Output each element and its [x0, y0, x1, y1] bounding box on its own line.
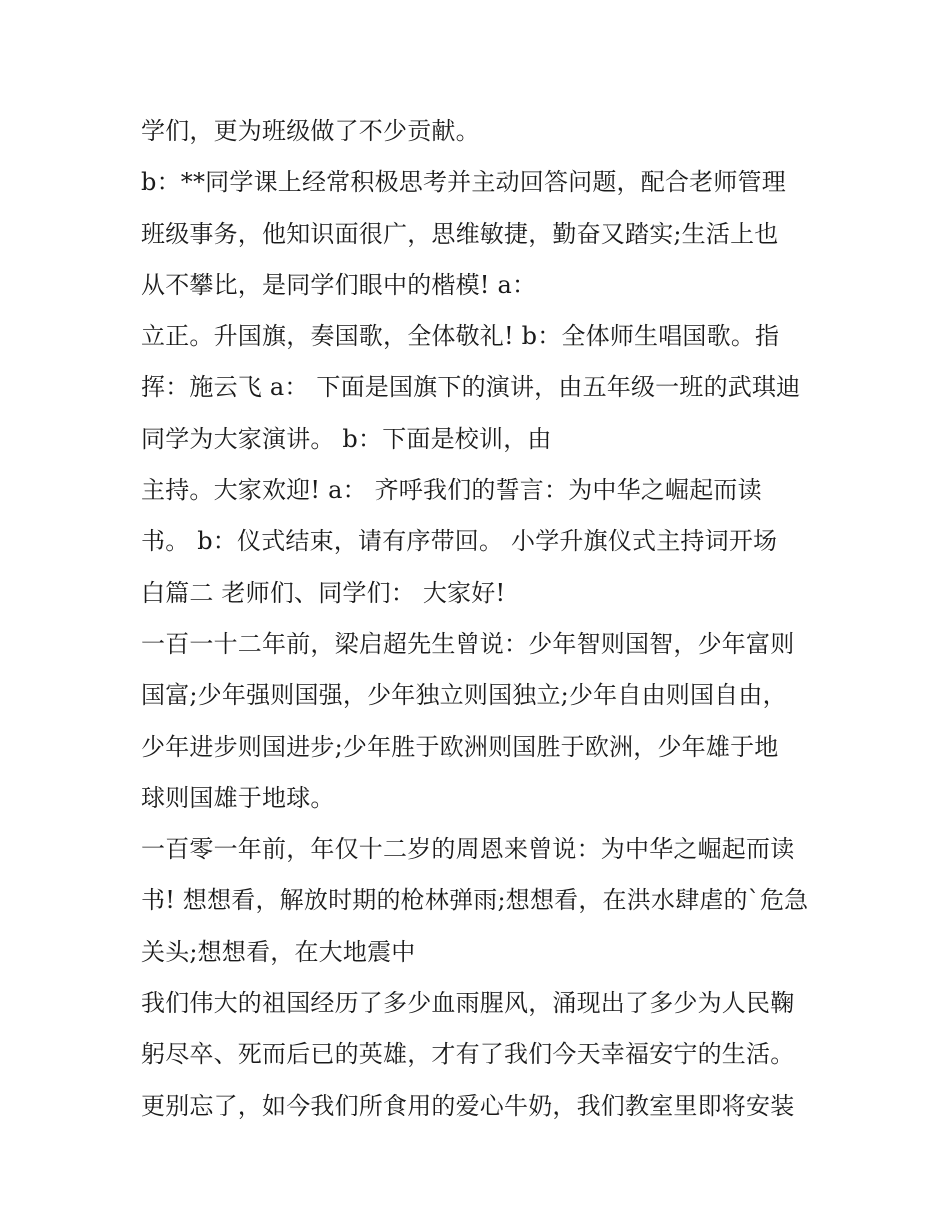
text-line: 我们伟大的祖国经历了多少血雨腥风，涌现出了多少为人民鞠 [141, 989, 795, 1018]
text-line: 一百一十二年前，梁启超先生曾说：少年智则国智，少年富则 [141, 629, 795, 658]
text-line: 挥：施云飞 a： 下面是国旗下的演讲，由五年级一班的武琪迪 [141, 373, 801, 402]
text-line: 白篇二 老师们、同学们： 大家好! [141, 578, 506, 607]
text-line: 国富;少年强则国强，少年独立则国独立;少年自由则国自由， [141, 681, 787, 710]
text-line: 立正。升国旗，奏国歌，全体敬礼! b：全体师生唱国歌。指 [141, 322, 780, 351]
text-line: 班级事务，他知识面很广，思维敏捷，勤奋又踏实;生活上也 [141, 219, 779, 248]
text-line: 关头;想想看，在大地震中 [141, 937, 416, 966]
text-line: 球则国雄于地球。 [141, 783, 335, 812]
text-line: b：**同学课上经常积极思考并主动回答问题，配合老师管理 [141, 168, 786, 197]
document-body [141, 106, 841, 1132]
text-line: 学们，更为班级做了不少贡献。 [141, 117, 480, 145]
text-line: 少年进步则国进步;少年胜于欧洲则国胜于欧洲，少年雄于地 [141, 732, 779, 761]
text-line: 一百零一年前，年仅十二岁的周恩来曾说：为中华之崛起而读 [141, 835, 795, 864]
text-line: 同学为大家演讲。 b：下面是校训，由 [141, 424, 552, 453]
text-line: 主持。大家欢迎! a： 齐呼我们的誓言：为中华之崛起而读 [141, 476, 762, 505]
text-line: 从不攀比，是同学们眼中的楷模! a： [141, 270, 537, 299]
text-line: 更别忘了，如今我们所食用的爱心牛奶，我们教室里即将安装 [141, 1091, 795, 1120]
text-line: 书。 b：仪式结束，请有序带回。 小学升旗仪式主持词开场 [141, 527, 778, 556]
text-line: 躬尽卒、死而后已的英雄，才有了我们今天幸福安宁的生活。 [141, 1040, 795, 1069]
text-line: 书! 想想看，解放时期的枪林弹雨;想想看，在洪水肆虐的`危急 [141, 886, 809, 915]
